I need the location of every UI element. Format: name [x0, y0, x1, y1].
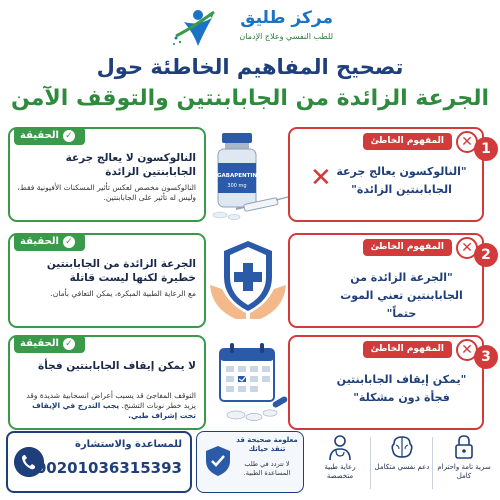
truth-card [8, 233, 206, 328]
feature-label: رعاية طبية متخصصة [324, 463, 356, 480]
divider [370, 437, 371, 489]
truth-tag [14, 127, 85, 145]
myth-text: "يمكن إيقاف الجابابنتين فجأة دون مشكلة" [336, 373, 467, 404]
myth-card [288, 233, 484, 328]
myth-tag: المفهوم الخاطئ [363, 239, 452, 256]
calendar-icon [206, 335, 290, 430]
footer [0, 427, 500, 500]
myth-card [288, 335, 484, 430]
close-circle-icon: ✕ [456, 131, 478, 153]
myth-row-3 [0, 335, 500, 435]
truth-highlight: يجب التدرج في الإيقاف تحت إشراف طبي. [32, 401, 196, 420]
truth-description-text: التوقف المفاجئ قد يسبب أعراض انسحابية شديدة وقد يزيد خطر نوبات التشنج. [26, 391, 196, 410]
truth-card [8, 335, 206, 430]
feature-confidentiality [436, 431, 492, 495]
shield-check-icon [203, 444, 233, 478]
myth-row-2 [0, 233, 500, 333]
contact-label: للمساعدة والاستشارة [74, 439, 182, 450]
feature-medical-care [312, 431, 368, 495]
divider [432, 437, 433, 489]
brain-icon [388, 433, 416, 461]
truth-label: الحقيقة [20, 236, 59, 247]
truth-label: الحقيقة [20, 130, 59, 141]
myth-tag: المفهوم الخاطئ [363, 133, 452, 150]
myth-row-1 [0, 127, 500, 227]
myth-text: "النالوكسون يعالج جرعة الجابابنتين الزائدة" [336, 165, 467, 196]
lock-icon [450, 433, 478, 461]
myth-text: "الجرعة الزائدة من الجابابنتين تعني الموت حتماً" [340, 271, 463, 320]
medicine-vial-icon [206, 127, 290, 222]
feature-label: دعم نفسي متكامل [374, 463, 430, 471]
cross-icon: ✕ [310, 163, 332, 193]
contact-box[interactable] [6, 431, 192, 493]
protection-shield-icon [206, 233, 290, 328]
truth-tag [14, 233, 85, 251]
vial-label-text: GABAPENTIN [216, 173, 258, 179]
truth-description: النالوكسون مخصص لعكس تأثير المسكنات الأفيونية فقط، وليس له تأثير على الجابابنتين. [17, 183, 196, 202]
brand-tagline: للطب النفسي وعلاج الإدمان [239, 32, 333, 41]
info-box [196, 431, 304, 493]
check-icon: ✓ [63, 236, 75, 248]
feature-label: سرية تامة واحترام كامل [437, 463, 491, 480]
truth-title: النالوكسون لا يعالج جرعة الجابابنتين الزائدة [65, 152, 196, 178]
page-title-line1: تصحيح المفاهيم الخاطئة حول [96, 55, 404, 79]
check-icon: ✓ [63, 338, 75, 350]
page-title-line2: الجرعة الزائدة من الجابابنتين والتوقف الآمن [10, 86, 490, 111]
brand-name: مركز طليق [240, 8, 333, 28]
myth-tag: المفهوم الخاطئ [363, 341, 452, 358]
phone-number[interactable]: 00201036315393 [35, 459, 182, 477]
truth-label: الحقيقة [20, 338, 59, 349]
truth-description: مع الرعاية الطبية المبكرة، يمكن التعافي بأمان. [50, 289, 196, 298]
truth-description [14, 391, 196, 421]
brand-logo [170, 6, 335, 50]
truth-card [8, 127, 206, 222]
row-number: 2 [474, 243, 498, 267]
vial-dose-text: 300 mg [227, 183, 247, 189]
truth-tag [14, 335, 85, 353]
doctor-icon [326, 433, 354, 461]
row-number: 1 [474, 137, 498, 161]
check-icon: ✓ [63, 130, 75, 142]
info-subtitle: لا تتردد في طلب المساعدة الطبية. [243, 460, 291, 477]
logo-mark-icon [170, 6, 220, 50]
close-circle-icon: ✕ [456, 237, 478, 259]
truth-title: الجرعة الزائدة من الجابابنتين خطيرة لكنها ليست قاتلة [46, 258, 196, 284]
info-title: معلومة صحيحة قد تنقذ حياتك [236, 436, 298, 453]
truth-title: لا يمكن إيقاف الجابابنتين فجأة [38, 360, 196, 372]
feature-psych-support [374, 431, 430, 495]
myth-card [288, 127, 484, 222]
close-circle-icon: ✕ [456, 339, 478, 361]
row-number: 3 [474, 345, 498, 369]
